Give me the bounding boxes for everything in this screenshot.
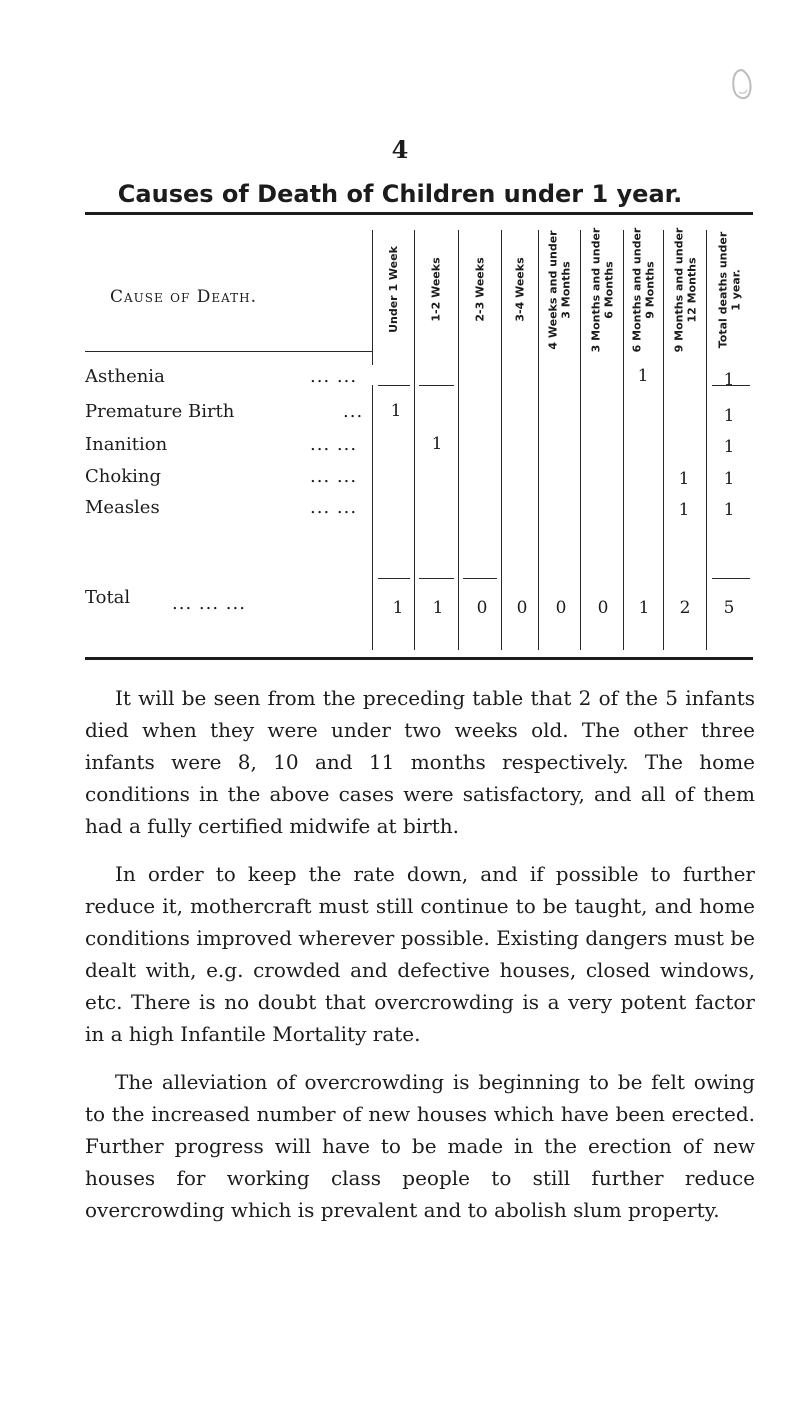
total-rule xyxy=(463,578,497,579)
table-cell: 1 xyxy=(723,500,735,520)
total-cell: 1 xyxy=(432,598,444,618)
total-cell: 0 xyxy=(476,598,488,618)
header-rule xyxy=(85,351,372,352)
total-cell: 1 xyxy=(638,598,650,618)
leader-dots: ... ... ... xyxy=(172,593,246,614)
total-cell: 0 xyxy=(555,598,567,618)
column-header-total-deaths: Total deaths under 1 year. xyxy=(716,231,742,348)
table-cell: 1 xyxy=(723,437,735,457)
leader-dots: ... ... xyxy=(310,497,358,518)
binding-hole-mark xyxy=(730,68,754,102)
paragraph: It will be seen from the preceding table that 2 of the 5 infants died when they were under two weeks old. The other three infants were 8, 10 and 11 months respectively. The home conditions in the above cases were satisfactory, and all of them had a fully certified midwife at birth. xyxy=(85,686,755,838)
total-rule xyxy=(378,578,410,579)
total-cell: 5 xyxy=(723,598,735,618)
leader-dots: ... ... xyxy=(310,434,358,455)
total-cell: 1 xyxy=(392,598,404,618)
column-header-1-2-weeks: 1-2 Weeks xyxy=(430,257,444,322)
leader-dots: ... xyxy=(343,401,364,422)
leader-dots: ... ... xyxy=(310,466,358,487)
table-title: Causes of Death of Children under 1 year. xyxy=(117,180,683,208)
row-cause: Asthenia xyxy=(85,366,165,387)
column-header-under-1-week: Under 1 Week xyxy=(387,246,401,333)
total-cell: 2 xyxy=(679,598,691,618)
total-cell: 0 xyxy=(516,598,528,618)
cause-of-death-header: Cause of Death. xyxy=(110,287,258,307)
row-cause: Measles xyxy=(85,497,160,518)
paragraph: The alleviation of overcrowding is beginning to be felt owing to the increased number of new houses which have been erected. Further progress will have to be made in the erection of new houses for working class people to still further reduce overcrowding which is prevalent and to abolish slum property. xyxy=(85,1070,755,1222)
column-header-2-3-weeks: 2-3 Weeks xyxy=(473,257,487,322)
page-number: 4 xyxy=(391,135,409,164)
table-cell: 1 xyxy=(637,366,649,386)
column-header-3-to-6-months: 3 Months and under 6 Months xyxy=(589,227,616,352)
table-cell: 1 xyxy=(678,469,690,489)
total-rule xyxy=(712,578,750,579)
column-divider xyxy=(372,385,373,650)
table-cell: 1 xyxy=(678,500,690,520)
table-cell: 1 xyxy=(390,401,402,421)
column-header-4-weeks-to-3-months: 4 Weeks and under 3 Months xyxy=(546,229,573,350)
table-cell: 1 xyxy=(431,434,443,454)
table-bottom-rule xyxy=(85,657,753,660)
header-rule xyxy=(419,385,454,386)
leader-dots: ... ... xyxy=(310,366,358,387)
total-rule xyxy=(419,578,454,579)
row-cause: Inanition xyxy=(85,434,168,455)
paragraph: In order to keep the rate down, and if possible to further reduce it, mothercraft must still continue to be taught, and home conditions improved wherever possible. Existing dangers must be dealt with, e.g. crowded and defective houses, closed windows, etc. There is no doubt that overcrowding is a very potent factor in a high Infantile Mortality rate. xyxy=(85,862,755,1046)
total-label: Total xyxy=(85,587,131,608)
body-text xyxy=(85,682,755,1226)
table-cell: 1 xyxy=(723,406,735,426)
column-header-6-to-9-months: 6 Months and under 9 Months xyxy=(630,227,657,352)
column-header-3-4-weeks: 3-4 Weeks xyxy=(513,257,527,322)
total-cell: 0 xyxy=(597,598,609,618)
row-cause: Premature Birth xyxy=(85,401,235,422)
column-header-9-to-12-months: 9 Months and under 12 Months xyxy=(672,227,699,352)
row-cause: Choking xyxy=(85,466,161,487)
table-cell: 1 xyxy=(723,370,735,390)
table-cell: 1 xyxy=(723,469,735,489)
header-rule xyxy=(378,385,410,386)
table-top-rule xyxy=(85,212,753,215)
